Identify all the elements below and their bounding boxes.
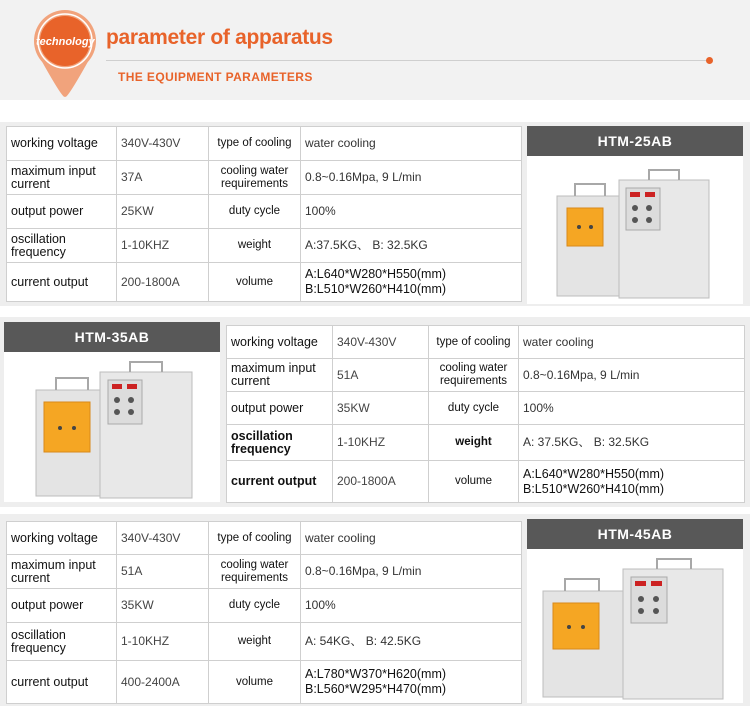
divider-dot (706, 57, 713, 64)
volume-value (301, 661, 522, 704)
induction-heater-illustration (527, 156, 743, 304)
volume-a: A:L640*W280*H550(mm) (523, 466, 665, 481)
spec-value: 1-10KHZ (117, 229, 209, 263)
spec-value: 37A (117, 161, 209, 195)
spec-value: 35KW (333, 392, 429, 425)
spec-label: cooling water requirements (209, 161, 301, 195)
table-row (7, 195, 522, 229)
spec-label: type of cooling (209, 522, 301, 555)
volume-value (301, 263, 522, 302)
page-header (0, 0, 750, 100)
page-subtitle: THE EQUIPMENT PARAMETERS (118, 70, 313, 84)
volume-a: A:L780*W370*H620(mm) (305, 667, 447, 681)
spec-label: weight (209, 229, 301, 263)
table-row (227, 326, 745, 359)
induction-heater-illustration (4, 352, 220, 502)
volume-b: B:L510*W260*H410(mm) (305, 282, 447, 296)
spec-label: current output (7, 661, 117, 704)
table-row (227, 359, 745, 392)
spec-table-2 (226, 325, 745, 503)
map-pin-icon (30, 8, 100, 98)
spec-label: duty cycle (209, 195, 301, 229)
spec-value: water cooling (301, 522, 522, 555)
spec-value: water cooling (519, 326, 745, 359)
spec-label: oscillation frequency (7, 623, 117, 661)
table-row (227, 425, 745, 461)
volume-value (519, 461, 745, 503)
spec-value: 100% (519, 392, 745, 425)
spec-label: maximum input current (7, 555, 117, 589)
table-row (7, 522, 522, 555)
spec-label: cooling water requirements (209, 555, 301, 589)
table-row (7, 555, 522, 589)
spec-value: 35KW (117, 589, 209, 623)
spec-label: maximum input current (7, 161, 117, 195)
table-row (227, 392, 745, 425)
spec-label: volume (209, 263, 301, 302)
spec-label: output power (227, 392, 333, 425)
spec-label: working voltage (7, 127, 117, 161)
page-title: parameter of apparatus (106, 26, 333, 49)
spec-value: 51A (117, 555, 209, 589)
spec-label: output power (7, 589, 117, 623)
spec-value: 0.8~0.16Mpa, 9 L/min (519, 359, 745, 392)
spec-label: type of cooling (429, 326, 519, 359)
spec-value: 25KW (117, 195, 209, 229)
spec-value: 200-1800A (333, 461, 429, 503)
spec-value: 340V-430V (333, 326, 429, 359)
spec-table-3 (6, 521, 522, 704)
spec-value: A:37.5KG、 B: 32.5KG (301, 229, 522, 263)
spec-value: 100% (301, 195, 522, 229)
spec-value: 340V-430V (117, 127, 209, 161)
spec-label: output power (7, 195, 117, 229)
spec-label: current output (7, 263, 117, 302)
table-row (227, 461, 745, 503)
spec-table-1 (6, 126, 522, 302)
spec-value: A: 37.5KG、 B: 32.5KG (519, 425, 745, 461)
volume-a: A:L640*W280*H550(mm) (305, 267, 447, 281)
table-row (7, 229, 522, 263)
spec-label: weight (209, 623, 301, 661)
volume-b: B:L510*W260*H410(mm) (523, 481, 665, 496)
spec-value: 340V-430V (117, 522, 209, 555)
table-row (7, 589, 522, 623)
spec-label: cooling water requirements (429, 359, 519, 392)
spec-label: current output (227, 461, 333, 503)
model-title: HTM-45AB (527, 519, 743, 549)
spec-label: duty cycle (209, 589, 301, 623)
spec-value: 0.8~0.16Mpa, 9 L/min (301, 555, 522, 589)
spec-label: volume (209, 661, 301, 704)
product-image-2 (4, 352, 220, 502)
volume-b: B:L560*W295*H470(mm) (305, 682, 447, 696)
technology-badge: technology (36, 36, 95, 48)
spec-label: working voltage (227, 326, 333, 359)
spec-label: type of cooling (209, 127, 301, 161)
table-row (7, 623, 522, 661)
product-image-1 (527, 156, 743, 304)
table-row (7, 263, 522, 302)
induction-heater-illustration (527, 549, 743, 703)
product-image-3 (527, 549, 743, 703)
model-title: HTM-25AB (527, 126, 743, 156)
header-divider (106, 60, 710, 61)
spec-value: 200-1800A (117, 263, 209, 302)
spec-label: oscillation frequency (227, 425, 333, 461)
spec-value: 1-10KHZ (333, 425, 429, 461)
spec-label: maximum input current (227, 359, 333, 392)
spec-label: oscillation frequency (7, 229, 117, 263)
spec-value: water cooling (301, 127, 522, 161)
spec-label: working voltage (7, 522, 117, 555)
spec-value: 400-2400A (117, 661, 209, 704)
spec-label: duty cycle (429, 392, 519, 425)
spec-value: A: 54KG、 B: 42.5KG (301, 623, 522, 661)
spec-value: 51A (333, 359, 429, 392)
spec-value: 1-10KHZ (117, 623, 209, 661)
spec-label: weight (429, 425, 519, 461)
spec-value: 0.8~0.16Mpa, 9 L/min (301, 161, 522, 195)
spec-value: 100% (301, 589, 522, 623)
spec-label: volume (429, 461, 519, 503)
table-row (7, 127, 522, 161)
table-row (7, 661, 522, 704)
model-title: HTM-35AB (4, 322, 220, 352)
table-row (7, 161, 522, 195)
